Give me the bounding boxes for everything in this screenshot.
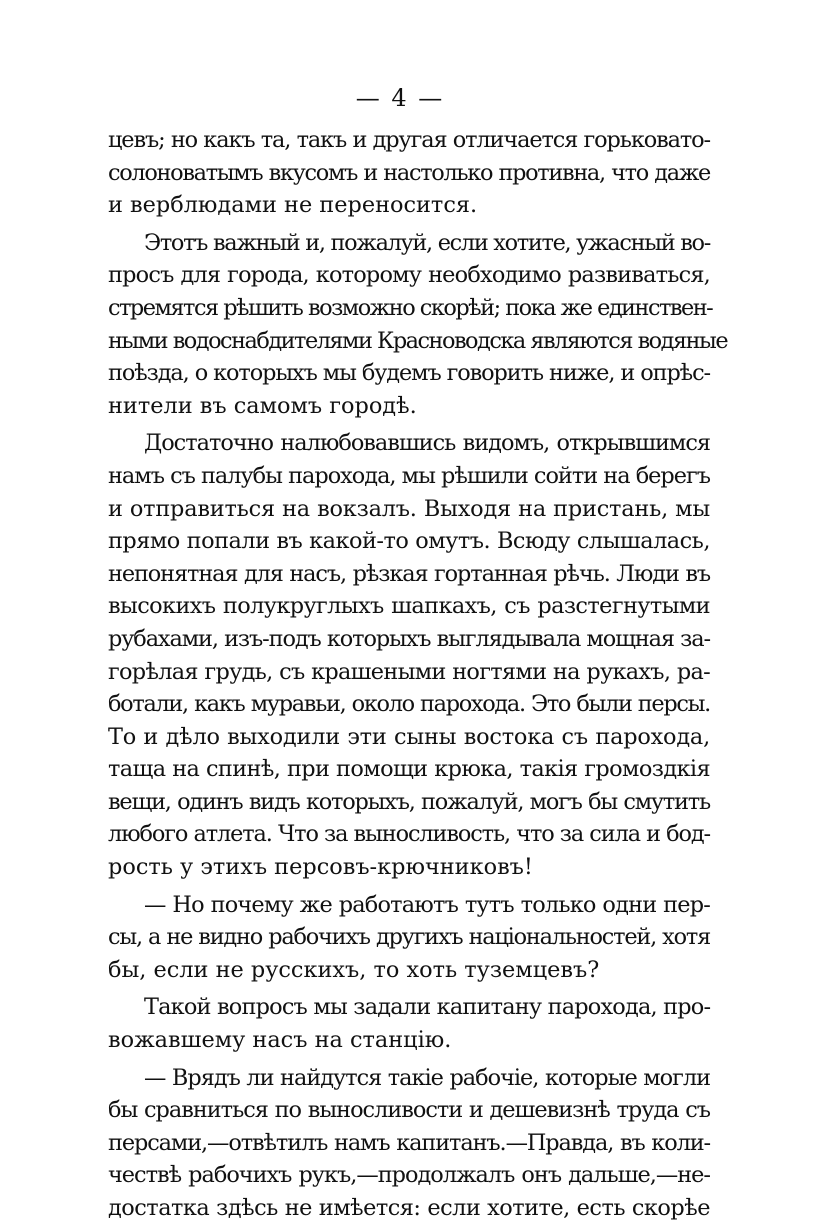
paragraph-6: [108, 1062, 710, 1225]
paragraph-1: [108, 124, 710, 222]
text-line: любого атлета. Что за выносливость, что за сила и бод-: [108, 821, 710, 848]
text-line: Достаточно налюбовавшись видомъ, открывшимся: [144, 430, 710, 457]
paragraph-5: [108, 991, 710, 1056]
text-line: горѣлая грудь, съ крашеными ногтями на рукахъ, ра-: [108, 658, 710, 685]
text-line: вожавшему насъ на станцію.: [108, 1027, 452, 1054]
body-text: [108, 124, 728, 1225]
text-line: вещи, одинъ видъ которыхъ, пожалуй, могъ бы смутить: [108, 788, 710, 815]
text-line: нители въ самомъ городѣ.: [108, 392, 417, 419]
page-number: — 4 —: [355, 84, 445, 112]
text-line: и отправиться на вокзалъ. Выходя на пристань, мы: [108, 495, 710, 522]
text-line: таща на спинѣ, при помощи крюка, такія громоздкія: [108, 756, 710, 783]
text-line: сы, а не видно рабочихъ другихъ національностей, хотя: [108, 924, 710, 951]
text-line: поѣзда, о которыхъ мы будемъ говорить ниже, и опрѣс-: [108, 360, 710, 387]
text-line: рость у этихъ персовъ-крючниковъ!: [108, 854, 533, 881]
text-line: бы, если не русскихъ, то хоть туземцевъ?: [108, 956, 600, 983]
text-line: и верблюдами не переносится.: [108, 192, 478, 219]
text-line: — Врядъ ли найдутся такіе рабочіе, которые могли: [144, 1064, 710, 1091]
text-line: стремятся рѣшить возможно скорѣй; пока же единствен-: [108, 294, 713, 321]
text-line: непонятная для насъ, рѣзкая гортанная рѣчь. Люди въ: [108, 560, 710, 587]
paragraph-2: [108, 227, 728, 423]
text-line: высокихъ полукруглыхъ шапкахъ, съ разстегнутыми: [108, 593, 710, 620]
text-line: ными водоснабдителями Красноводска являются водяные: [108, 327, 728, 354]
text-line: персами,—отвѣтилъ намъ капитанъ.—Правда, въ коли-: [108, 1129, 710, 1156]
text-line: бы сравниться по выносливости и дешевизнѣ труда съ: [108, 1097, 710, 1124]
text-line: цевъ; но какъ та, такъ и другая отличается горьковато-: [108, 127, 710, 153]
text-line: рубахами, изъ-подъ которыхъ выглядывала мощная за-: [108, 625, 710, 652]
paragraph-4: [108, 889, 710, 987]
text-line: достатка здѣсь не имѣется: если хотите, есть скорѣе: [108, 1195, 710, 1221]
text-line: просъ для города, которому необходимо развиваться,: [108, 262, 710, 289]
text-line: Этотъ важный и, пожалуй, если хотите, ужасный во-: [144, 229, 710, 256]
text-line: намъ съ палубы парохода, мы рѣшили сойти на берегъ: [108, 462, 710, 489]
text-line: Такой вопросъ мы задали капитану парохода, про-: [144, 994, 711, 1021]
text-line: ботали, какъ муравьи, около парохода. Это были персы.: [108, 691, 710, 718]
paragraph-3: [108, 427, 710, 883]
text-line: солоноватымъ вкусомъ и настолько противна, что даже: [108, 159, 710, 186]
text-line: прямо попали въ какой-то омутъ. Всюду слышалась,: [108, 528, 710, 555]
text-line: — Но почему же работаютъ тутъ только одни пер-: [144, 891, 710, 918]
text-line: чествѣ рабочихъ рукъ,—продолжалъ онъ дальше,—не-: [108, 1162, 710, 1189]
text-line: То и дѣло выходили эти сыны востока съ парохода,: [108, 723, 710, 750]
